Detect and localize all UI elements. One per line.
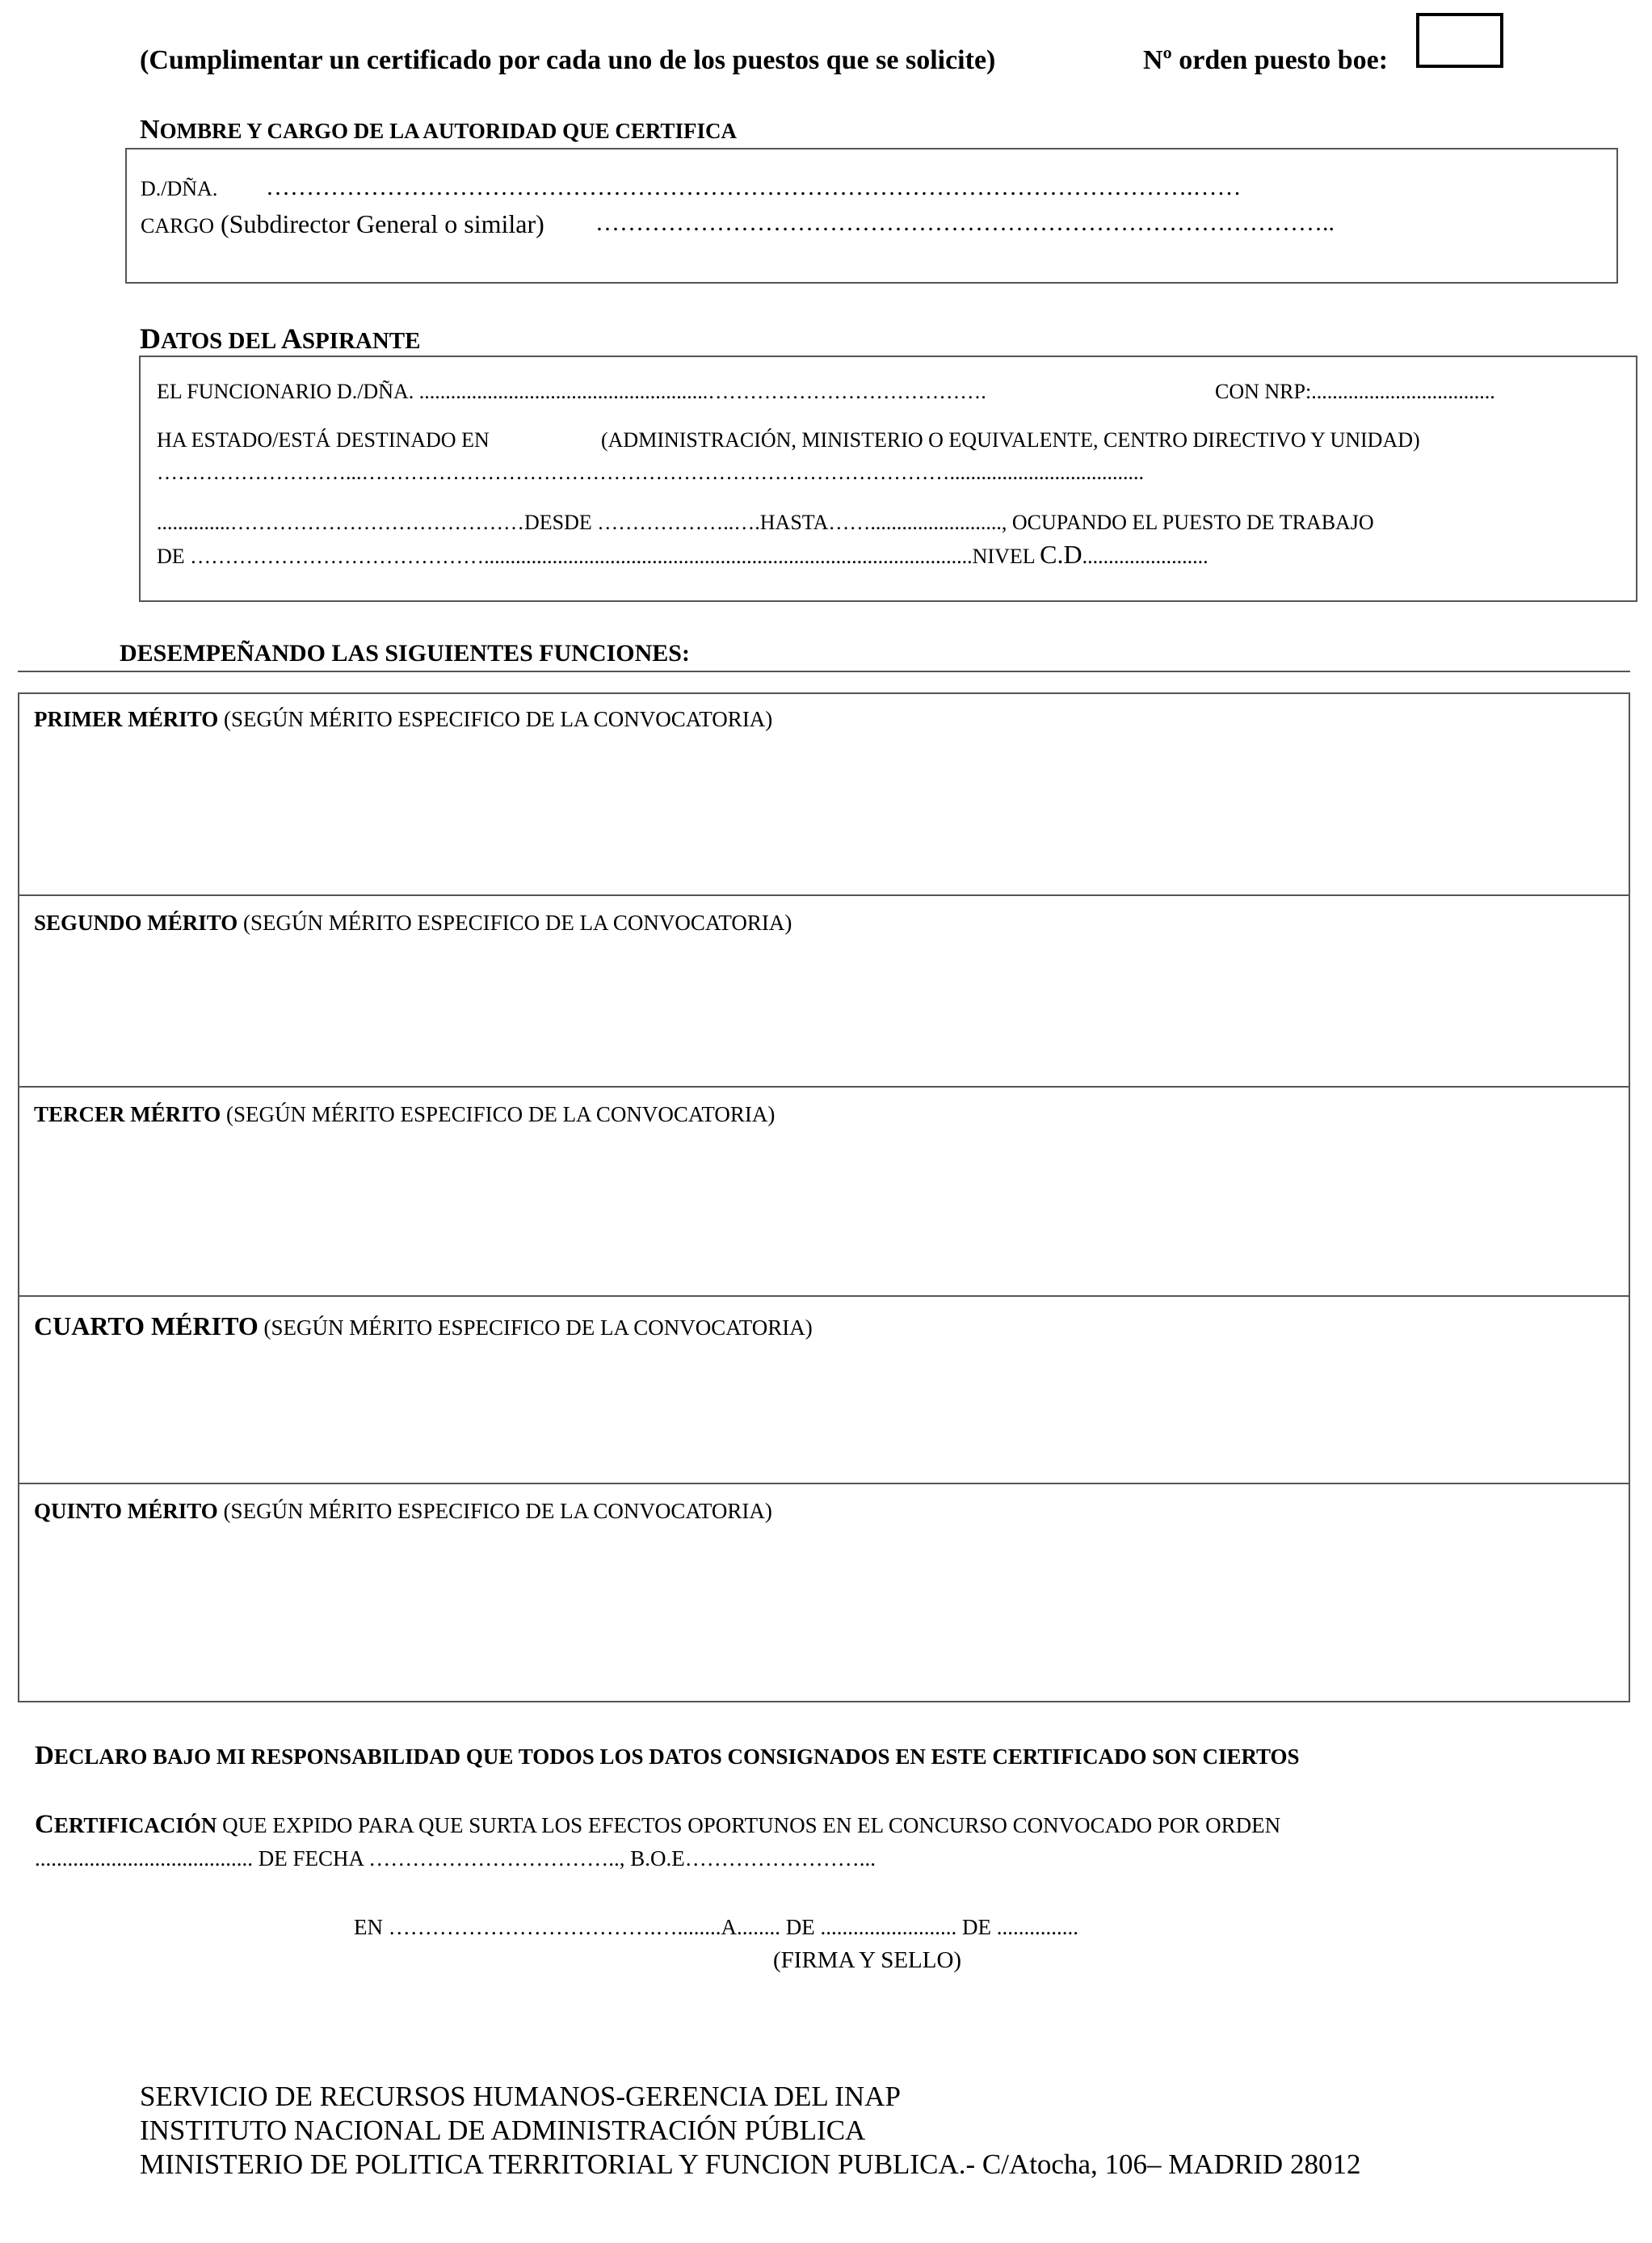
authority-cargo-field[interactable]: ……………………………………………………………………………….. [595, 209, 1335, 236]
applicant-destination-field[interactable]: ………………………...…………………………………………………………………………..................................... [157, 461, 1144, 484]
applicant-name-line[interactable]: EL FUNCIONARIO D./DÑA. .......................................................…………………………………. [157, 380, 986, 403]
applicant-position-line[interactable]: DE …………………………………….............................................................................................NIVEL C.D........................ [157, 540, 1209, 569]
merit-title-2: SEGUNDO MÉRITO (SEGÚN MÉRITO ESPECIFICO DE LA CONVOCATORIA) [34, 911, 792, 935]
merit-row-1[interactable] [18, 692, 1630, 894]
authority-box [125, 148, 1618, 284]
applicant-destination-hint: (ADMINISTRACIÓN, MINISTERIO O EQUIVALENTE, CENTRO DIRECTIVO Y UNIDAD) [601, 428, 1420, 452]
authority-name-label: D./DÑA. [141, 177, 218, 200]
merit-row-3[interactable] [18, 1086, 1630, 1295]
applicant-destination-label: HA ESTADO/ESTÁ DESTINADO EN [157, 428, 490, 452]
declaration-text: DECLARO BAJO MI RESPONSABILIDAD QUE TODOS LOS DATOS CONSIGNADOS EN ESTE CERTIFICADO SON CIERTOS [35, 1741, 1300, 1770]
order-number-box[interactable] [1416, 13, 1503, 68]
applicant-period-line[interactable]: ..............……………………………………DESDE ………………..….HASTA……........................., OCUPANDO EL PUESTO DE TRABAJO [157, 511, 1374, 534]
applicant-section-title: DATOS DEL ASPIRANTE [140, 322, 421, 355]
functions-divider [18, 671, 1630, 672]
merit-row-2[interactable] [18, 894, 1630, 1086]
applicant-box [139, 356, 1637, 602]
merit-row-5[interactable] [18, 1483, 1630, 1702]
footer-line-3: MINISTERIO DE POLITICA TERRITORIAL Y FUNCION PUBLICA.- C/Atocha, 106– MADRID 28012 [140, 2148, 1361, 2180]
applicant-nrp-field[interactable]: CON NRP:................................... [1215, 380, 1495, 403]
footer-line-1: SERVICIO DE RECURSOS HUMANOS-GERENCIA DEL INAP [140, 2081, 901, 2112]
instruction-text: (Cumplimentar un certificado por cada uno de los puestos que se solicite) [140, 45, 996, 75]
signature-label: (FIRMA Y SELLO) [773, 1947, 962, 1973]
order-number-label: Nº orden puesto boe: [1143, 45, 1389, 75]
footer-line-2: INSTITUTO NACIONAL DE ADMINISTRACIÓN PÚBLICA [140, 2115, 866, 2146]
signature-place-date[interactable]: EN ……………………………….…........A........ DE ......................... DE ............... [354, 1915, 1078, 1939]
functions-heading: DESEMPEÑANDO LAS SIGUIENTES FUNCIONES: [120, 640, 690, 667]
authority-section-title: NOMBRE Y CARGO DE LA AUTORIDAD QUE CERTIFICA [140, 115, 737, 145]
merit-title-5: QUINTO MÉRITO (SEGÚN MÉRITO ESPECIFICO DE LA CONVOCATORIA) [34, 1499, 772, 1523]
certification-text: CERTIFICACIÓN QUE EXPIDO PARA QUE SURTA LOS EFECTOS OPORTUNOS EN EL CONCURSO CONVOCADO POR ORDEN [35, 1810, 1281, 1839]
merit-title-3: TERCER MÉRITO (SEGÚN MÉRITO ESPECIFICO DE LA CONVOCATORIA) [34, 1102, 776, 1126]
merit-title-1: PRIMER MÉRITO (SEGÚN MÉRITO ESPECIFICO DE LA CONVOCATORIA) [34, 707, 773, 731]
merit-title-4: CUARTO MÉRITO (SEGÚN MÉRITO ESPECIFICO DE LA CONVOCATORIA) [34, 1311, 813, 1340]
authority-cargo-line: CARGO (Subdirector General o similar) [141, 209, 544, 238]
certification-order-field[interactable]: ........................................ DE FECHA …………………………….., B.O.E……………………... [35, 1846, 876, 1871]
authority-name-field[interactable]: …………………………………………………………………………………………………….…… [266, 174, 1242, 200]
merit-row-4[interactable] [18, 1295, 1630, 1483]
